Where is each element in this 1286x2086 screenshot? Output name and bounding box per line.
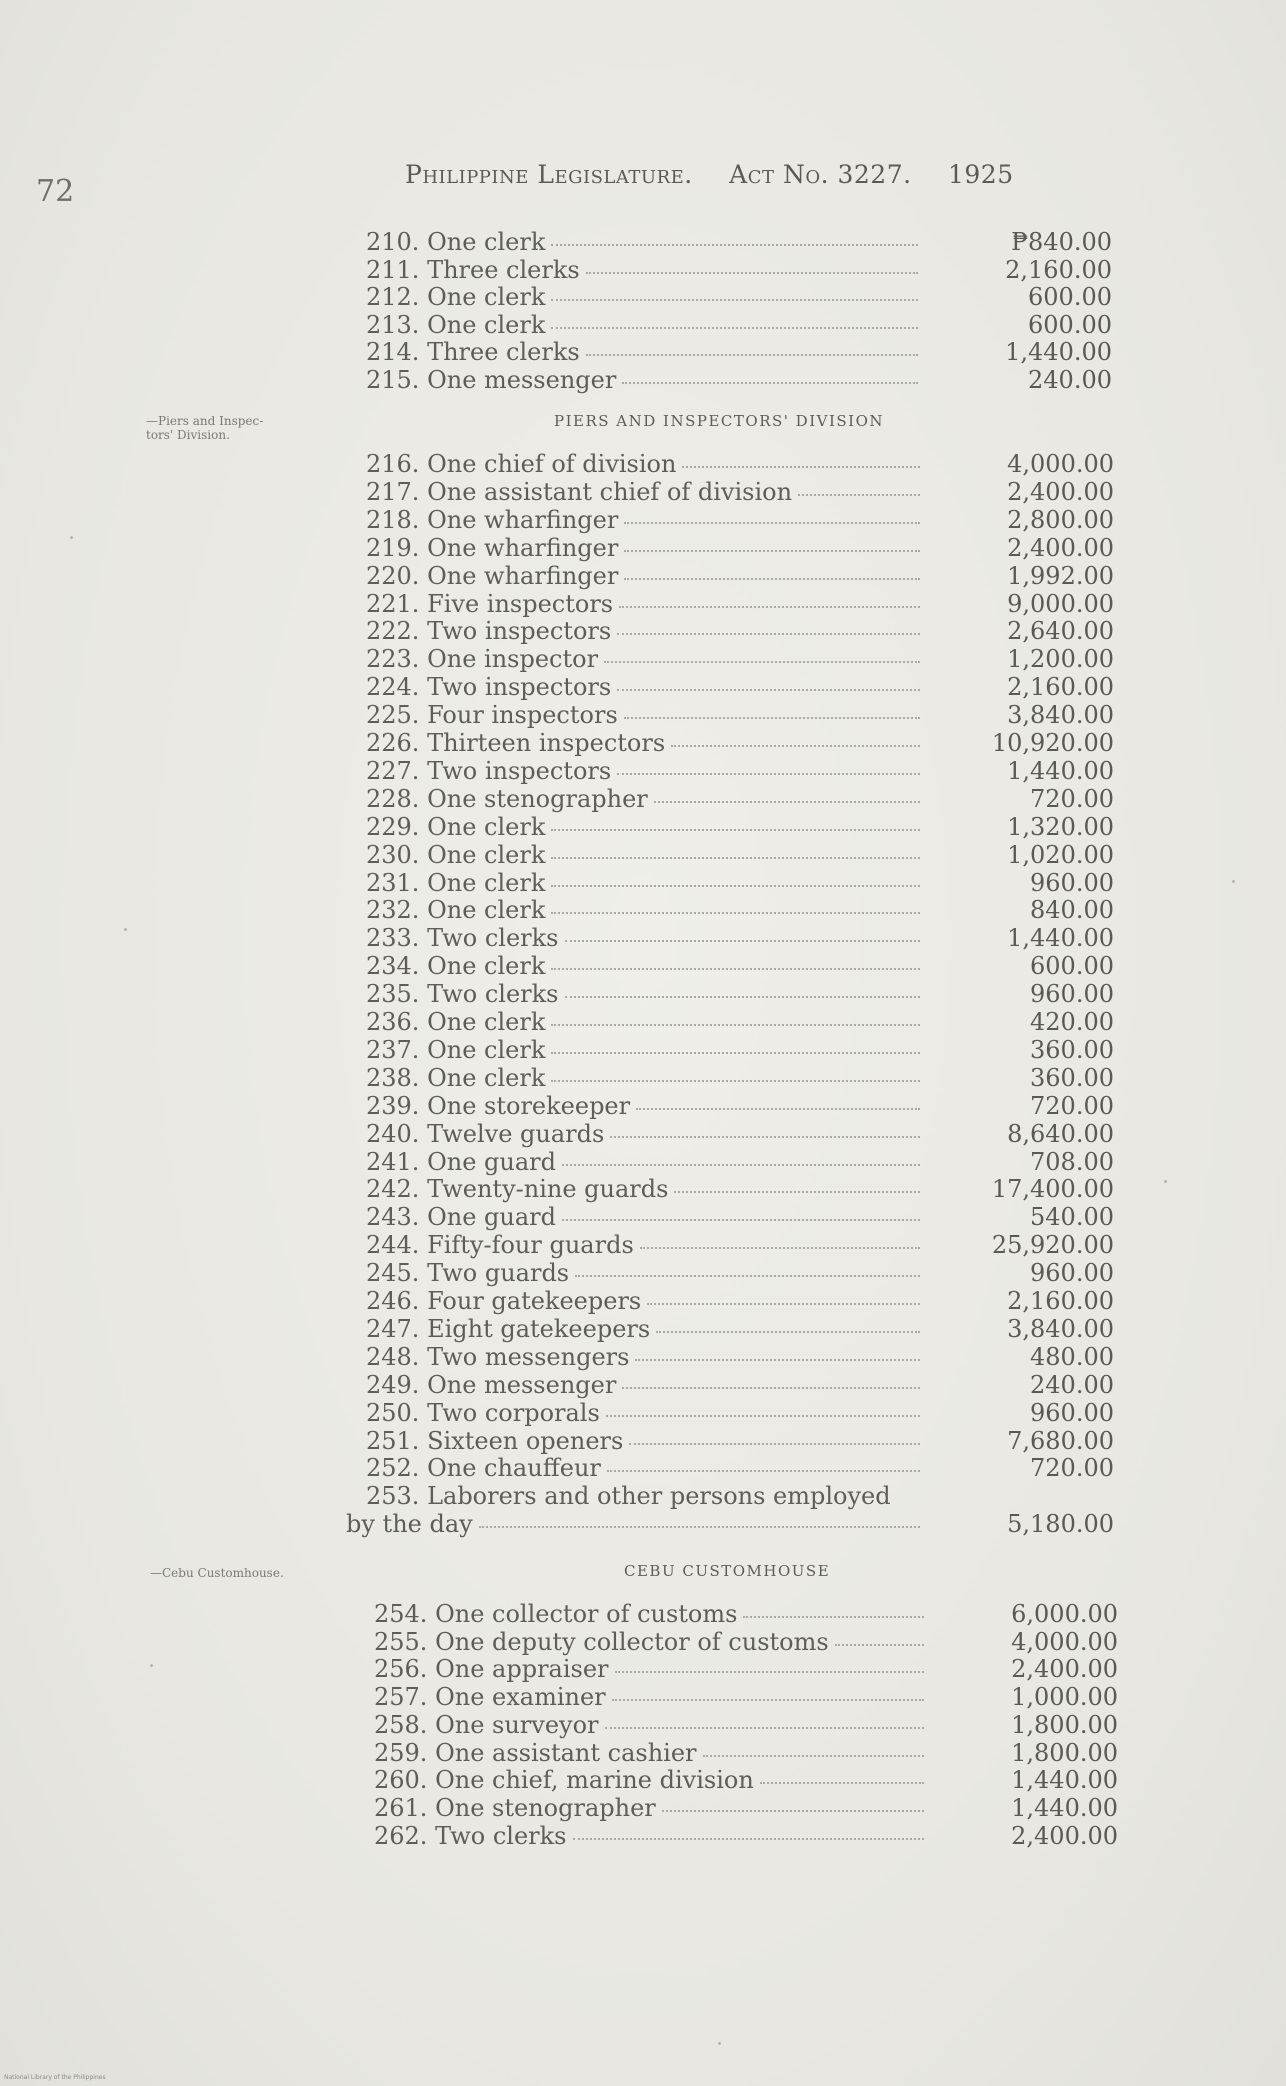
entry-row (0, 1259, 1286, 1287)
entry-text: 216. One chief of division (366, 450, 677, 478)
entry-label (366, 1259, 920, 1287)
running-head-year: 1925 (948, 160, 1014, 189)
entry-amount: 1,800.00 (1011, 1710, 1118, 1739)
dot-leader (629, 1442, 920, 1445)
entry-label (366, 673, 920, 701)
dot-leader (622, 381, 918, 384)
entry-label (374, 1655, 924, 1683)
entry-label (366, 952, 920, 980)
entry-row (0, 1822, 1286, 1850)
entry-row (0, 673, 1286, 701)
dot-leader (573, 1837, 925, 1840)
footer-note: National Library of the Philippines (4, 2074, 106, 2081)
scan-speck (150, 1664, 153, 1667)
entry-row (0, 1766, 1286, 1794)
entry-row (0, 1315, 1286, 1343)
dot-leader (604, 660, 920, 663)
entry-amount: 1,440.00 (1007, 756, 1114, 785)
dot-leader (551, 967, 920, 970)
entry-row (0, 506, 1286, 534)
dot-leader (703, 1754, 924, 1757)
dot-leader (586, 271, 918, 274)
page-number: 72 (36, 174, 75, 209)
dot-leader (551, 1023, 920, 1026)
entry-amount: 960.00 (1030, 1398, 1114, 1427)
entry-label (374, 1600, 924, 1628)
entry-amount: 720.00 (1030, 1454, 1114, 1483)
entry-row (0, 1794, 1286, 1822)
entry-label (366, 617, 920, 645)
entry-label (366, 1399, 920, 1427)
entry-amount: 240.00 (1028, 366, 1112, 394)
entry-row (0, 1231, 1286, 1259)
entry-label (366, 1036, 920, 1064)
entry-text: 253. Laborers and other persons employed (366, 1482, 891, 1511)
entry-row (0, 617, 1286, 645)
dot-leader (551, 911, 920, 914)
entry-label (366, 283, 918, 311)
entry-amount: 2,160.00 (1007, 673, 1114, 702)
dot-leader (624, 549, 920, 552)
entry-label (366, 1008, 920, 1036)
entry-text: 256. One appraiser (374, 1655, 609, 1684)
entry-row (0, 869, 1286, 897)
dot-leader (662, 1809, 924, 1812)
dot-leader (551, 326, 918, 329)
entry-amount: ₱840.00 (1011, 228, 1112, 256)
entry-row (0, 645, 1286, 673)
entry-amount: 240.00 (1030, 1370, 1114, 1399)
margin-note: tors' Division. (146, 428, 230, 442)
entry-text: 249. One messenger (366, 1370, 617, 1399)
entry-label (374, 1766, 924, 1794)
entry-amount: 600.00 (1030, 952, 1114, 981)
entry-text: 244. Fifty-four guards (366, 1231, 634, 1260)
entry-amount: 960.00 (1030, 1259, 1114, 1288)
entry-row (0, 1739, 1286, 1767)
entry-label (366, 1175, 920, 1203)
section-heading: PIERS AND INSPECTORS' DIVISION (554, 412, 884, 430)
entry-amount: 2,800.00 (1007, 505, 1114, 534)
entry-label (366, 1343, 920, 1371)
entry-text: 219. One wharfinger (366, 533, 619, 562)
entry-text: 246. Four gatekeepers (366, 1287, 642, 1315)
dot-leader (624, 577, 920, 580)
entry-label (366, 1315, 920, 1343)
entry-text: 222. Two inspectors (366, 617, 612, 646)
entry-row (0, 1454, 1286, 1482)
entry-amount: 2,160.00 (1007, 1287, 1114, 1315)
entry-amount: 3,840.00 (1007, 701, 1114, 730)
entry-text: 229. One clerk (366, 812, 546, 841)
entry-label (366, 841, 920, 869)
margin-note: —Cebu Customhouse. (150, 1566, 284, 1580)
entry-text: 236. One clerk (366, 1008, 546, 1036)
entry-text: 234. One clerk (366, 952, 546, 981)
entry-amount: 1,440.00 (1007, 924, 1114, 953)
entry-row (0, 785, 1286, 813)
entry-text: 237. One clerk (366, 1035, 546, 1064)
dot-leader (656, 1330, 920, 1333)
entry-amount: 10,920.00 (991, 729, 1114, 757)
entry-label (366, 366, 918, 394)
entry-amount: 1,320.00 (1007, 812, 1114, 841)
scan-speck (1232, 880, 1235, 883)
entry-amount: 3,840.00 (1007, 1314, 1114, 1343)
entry-label (366, 1371, 920, 1399)
entry-label (374, 1628, 924, 1656)
dot-leader (610, 1135, 920, 1138)
dot-leader (551, 1079, 920, 1082)
entry-row (0, 1175, 1286, 1203)
dot-leader (551, 856, 920, 859)
dot-leader (622, 1386, 920, 1389)
running-head-legislature: Philippine Legislature. (405, 160, 693, 189)
entry-text: 238. One clerk (366, 1063, 546, 1092)
entry-row (0, 1148, 1286, 1176)
entry-text: 250. Two corporals (366, 1398, 600, 1427)
entry-amount: 960.00 (1030, 980, 1114, 1009)
entry-row (0, 1287, 1286, 1315)
dot-leader (565, 995, 921, 998)
entry-amount: 840.00 (1030, 896, 1114, 925)
entry-amount: 600.00 (1028, 283, 1112, 312)
entry-row (0, 450, 1286, 478)
dot-leader (624, 521, 920, 524)
dot-leader (586, 353, 918, 356)
entry-row (0, 1600, 1286, 1628)
entry-text: 241. One guard (366, 1147, 556, 1176)
dot-leader (551, 828, 920, 831)
entry-label (366, 1092, 920, 1120)
entry-label (366, 757, 920, 785)
entry-amount: 1,800.00 (1011, 1738, 1118, 1767)
entry-amount: 1,020.00 (1007, 840, 1114, 869)
entry-text: 233. Two clerks (366, 924, 559, 953)
entry-text: 228. One stenographer (366, 784, 648, 813)
dot-leader (654, 800, 920, 803)
dot-leader (479, 1525, 920, 1528)
entry-row (0, 980, 1286, 1008)
entry-amount: 25,920.00 (991, 1231, 1114, 1260)
entry-amount: 8,640.00 (1007, 1119, 1114, 1148)
dot-leader (674, 1190, 920, 1193)
entry-amount: 2,640.00 (1007, 617, 1114, 646)
entry-label (366, 256, 918, 284)
entry-row (0, 338, 1286, 366)
entry-text: 258. One surveyor (374, 1710, 599, 1739)
entry-amount: 2,160.00 (1005, 255, 1112, 284)
entry-text: 248. Two messengers (366, 1342, 630, 1371)
entry-label (366, 980, 920, 1008)
entry-label (374, 1822, 924, 1850)
entry-row (0, 256, 1286, 284)
entry-amount: 420.00 (1030, 1008, 1114, 1036)
entry-text: 252. One chauffeur (366, 1454, 601, 1483)
dot-leader (605, 1726, 924, 1729)
entry-row (0, 1371, 1286, 1399)
dot-leader (619, 605, 920, 608)
entry-row-continuation (0, 1510, 1286, 1538)
entry-text: 247. Eight gatekeepers (366, 1314, 651, 1343)
entry-row (0, 590, 1286, 618)
entry-amount: 720.00 (1030, 784, 1114, 813)
entry-label (366, 1454, 920, 1482)
entry-text: 243. One guard (366, 1203, 556, 1232)
dot-leader (682, 465, 920, 468)
dot-leader (551, 1051, 920, 1054)
entry-label (366, 701, 920, 729)
entry-amount: 600.00 (1028, 310, 1112, 339)
entry-text: 262. Two clerks (374, 1821, 567, 1850)
entry-text: 245. Two guards (366, 1259, 570, 1288)
entry-amount: 360.00 (1030, 1063, 1114, 1092)
dot-leader (647, 1302, 920, 1305)
margin-note: —Piers and Inspec- (146, 414, 264, 428)
entry-amount: 5,180.00 (1007, 1510, 1114, 1539)
dot-leader (743, 1615, 924, 1618)
entry-label (366, 228, 918, 256)
entry-row (0, 283, 1286, 311)
entry-amount: 1,440.00 (1005, 338, 1112, 367)
entry-row (0, 311, 1286, 339)
entry-row (0, 478, 1286, 506)
entry-label (366, 590, 920, 618)
entry-label (366, 896, 920, 924)
entry-label (366, 1120, 920, 1148)
entry-row (0, 1655, 1286, 1683)
entry-label (374, 1683, 924, 1711)
entry-row (0, 366, 1286, 394)
entry-label (366, 729, 920, 757)
scan-speck (718, 2042, 721, 2045)
entry-amount: 17,400.00 (991, 1175, 1114, 1204)
entry-label (366, 1287, 920, 1315)
entry-label (366, 1427, 920, 1455)
entry-amount: 4,000.00 (1007, 450, 1114, 478)
dot-leader (636, 1107, 920, 1110)
entry-label (366, 924, 920, 952)
entry-amount: 2,400.00 (1011, 1655, 1118, 1684)
dot-leader (617, 632, 920, 635)
entry-row (0, 1628, 1286, 1656)
entry-text: 220. One wharfinger (366, 561, 619, 590)
entry-text: 218. One wharfinger (366, 505, 619, 534)
entry-text: 257. One examiner (374, 1683, 606, 1712)
entry-text: 224. Two inspectors (366, 673, 612, 702)
entry-row (0, 1427, 1286, 1455)
entry-text: 214. Three clerks (366, 338, 580, 367)
entry-text: 259. One assistant cashier (374, 1738, 697, 1767)
dot-leader (617, 772, 920, 775)
entry-amount: 360.00 (1030, 1035, 1114, 1064)
entry-label (366, 813, 920, 841)
entry-label (366, 1231, 920, 1259)
scan-speck (124, 928, 127, 931)
scan-speck (70, 536, 73, 539)
entry-text: 251. Sixteen openers (366, 1426, 624, 1455)
entry-row (0, 1092, 1286, 1120)
entry-row (0, 701, 1286, 729)
entry-label (366, 645, 920, 673)
dot-leader (635, 1358, 920, 1361)
entry-text: 212. One clerk (366, 283, 546, 312)
entry-row (0, 896, 1286, 924)
dot-leader (562, 1218, 920, 1221)
entry-label (346, 1510, 920, 1538)
entry-amount: 1,000.00 (1011, 1683, 1118, 1712)
entry-text: 230. One clerk (366, 840, 546, 869)
entry-row (0, 228, 1286, 256)
entry-amount: 960.00 (1030, 868, 1114, 897)
entry-row (0, 952, 1286, 980)
entry-label (374, 1711, 924, 1739)
dot-leader (617, 688, 920, 691)
entry-label (366, 534, 920, 562)
entry-label (374, 1739, 924, 1767)
entry-label (366, 506, 920, 534)
dot-leader (624, 716, 920, 719)
entry-text: 242. Twenty-nine guards (366, 1175, 669, 1204)
scan-speck (1164, 1180, 1167, 1183)
entry-amount: 7,680.00 (1007, 1426, 1114, 1455)
section-heading: CEBU CUSTOMHOUSE (624, 1562, 831, 1580)
dot-leader (551, 298, 918, 301)
dot-leader (640, 1246, 920, 1249)
entry-label (366, 562, 920, 590)
entry-amount: 720.00 (1030, 1091, 1114, 1120)
entry-row (0, 1036, 1286, 1064)
entry-text: 232. One clerk (366, 896, 546, 925)
entry-text: 210. One clerk (366, 228, 546, 256)
entry-label (366, 1064, 920, 1092)
dot-leader (551, 243, 918, 246)
entry-text: 221. Five inspectors (366, 589, 614, 618)
entry-text: 227. Two inspectors (366, 756, 612, 785)
entry-row (0, 1711, 1286, 1739)
entry-amount: 1,200.00 (1007, 645, 1114, 674)
entry-text: 213. One clerk (366, 310, 546, 339)
entry-text: 261. One stenographer (374, 1793, 656, 1822)
entry-amount: 2,400.00 (1011, 1821, 1118, 1850)
entry-text: 255. One deputy collector of customs (374, 1627, 829, 1656)
entry-label (366, 1148, 920, 1176)
entry-row (0, 1008, 1286, 1036)
entry-row (0, 841, 1286, 869)
entry-amount: 1,440.00 (1011, 1793, 1118, 1822)
entry-text: 211. Three clerks (366, 255, 580, 284)
entry-amount: 480.00 (1030, 1342, 1114, 1371)
dot-leader (551, 884, 920, 887)
entry-text: 240. Twelve guards (366, 1119, 605, 1148)
entry-text: 239. One storekeeper (366, 1091, 631, 1120)
entry-row (0, 1343, 1286, 1371)
dot-leader (575, 1274, 920, 1277)
entry-row (0, 1203, 1286, 1231)
entry-text: 260. One chief, marine division (374, 1766, 754, 1795)
dot-leader (612, 1698, 924, 1701)
entry-label (366, 311, 918, 339)
entry-amount: 6,000.00 (1011, 1600, 1118, 1628)
entry-label (366, 869, 920, 897)
entry-label (366, 785, 920, 813)
entry-text: 217. One assistant chief of division (366, 477, 793, 506)
entry-amount: 1,440.00 (1011, 1766, 1118, 1795)
entry-row (0, 729, 1286, 757)
entry-label (374, 1794, 924, 1822)
dot-leader (671, 744, 920, 747)
entry-text: 231. One clerk (366, 868, 546, 897)
dot-leader (607, 1469, 920, 1472)
entry-amount: 708.00 (1030, 1147, 1114, 1176)
entry-label (366, 478, 920, 506)
entry-amount: 2,400.00 (1007, 477, 1114, 506)
entry-text: 223. One inspector (366, 645, 599, 674)
entry-text: 235. Two clerks (366, 980, 559, 1009)
entry-text: 226. Thirteen inspectors (366, 729, 666, 757)
entry-label (366, 1203, 920, 1231)
running-head-act: Act No. 3227. (729, 160, 912, 189)
entry-row (0, 1482, 1286, 1510)
dot-leader (615, 1670, 924, 1673)
dot-leader (798, 493, 920, 496)
entry-amount: 540.00 (1030, 1203, 1114, 1232)
dot-leader (835, 1643, 924, 1646)
entry-row (0, 1120, 1286, 1148)
entry-amount: 1,992.00 (1007, 561, 1114, 590)
dot-leader (565, 939, 921, 942)
entry-row (0, 924, 1286, 952)
entry-row (0, 562, 1286, 590)
dot-leader (562, 1163, 920, 1166)
entry-text: by the day (346, 1510, 473, 1539)
entry-row (0, 1683, 1286, 1711)
entry-label (366, 338, 918, 366)
entry-text: 225. Four inspectors (366, 701, 618, 730)
entry-text: 254. One collector of customs (374, 1600, 738, 1628)
entry-amount: 2,400.00 (1007, 533, 1114, 562)
entry-row (0, 757, 1286, 785)
entry-row (0, 534, 1286, 562)
dot-leader (606, 1414, 920, 1417)
entry-row (0, 1399, 1286, 1427)
dot-leader (760, 1781, 924, 1784)
entry-label (366, 450, 920, 478)
entry-text: 215. One messenger (366, 366, 617, 394)
entry-row (0, 813, 1286, 841)
entry-row (0, 1064, 1286, 1092)
running-head (405, 160, 1045, 189)
entry-amount: 9,000.00 (1007, 589, 1114, 618)
entry-amount: 4,000.00 (1011, 1627, 1118, 1656)
